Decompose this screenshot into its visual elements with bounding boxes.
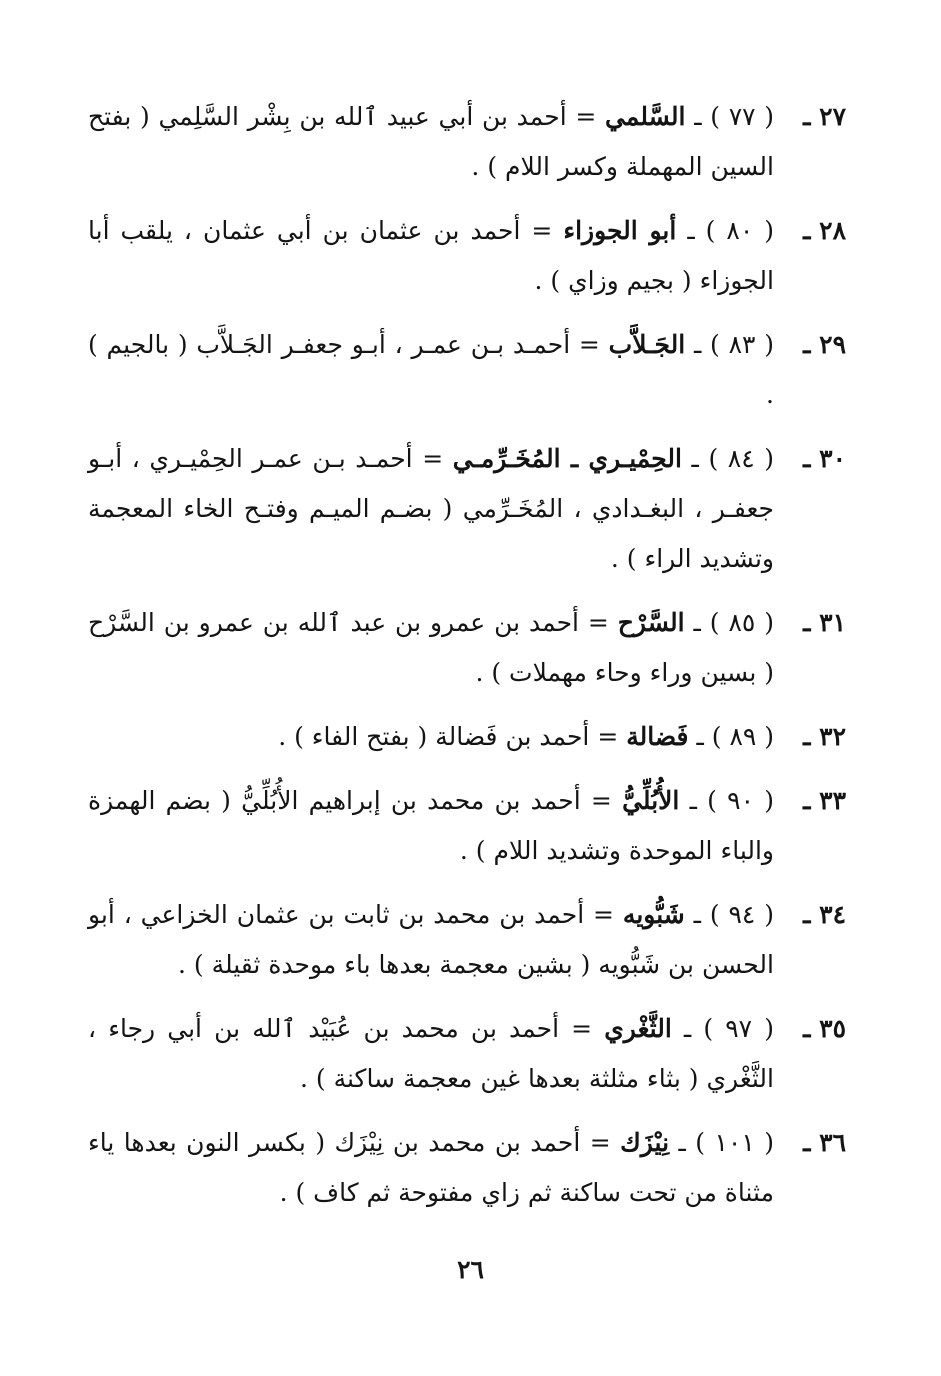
entry-keyword: شَبُّويه (622, 900, 685, 929)
entry-text: = أحمد بن محمد بن ثابت بن عثمان الخزاعي ، أبو الحسن بن شَبُّويه ( بشين معجمة بعدها باء موحدة ثقيلة ) . (88, 900, 774, 979)
entry-keyword: السَّرْح (617, 608, 685, 637)
entry-text: = أحمد بن محمد بن نِيْزَك ( بكسر النون بعدها ياء مثناة من تحت ساكنة ثم زاي مفتوحة ثم كاف ) . (88, 1128, 774, 1207)
entry-28 (88, 206, 846, 306)
entry-ref: ( ٨٣ ) ـ (693, 330, 775, 359)
entry-35 (88, 1004, 846, 1104)
entry-ref: ( ٩٤ ) ـ (693, 900, 774, 929)
entry-ref: ( ١٠١ ) ـ (678, 1128, 774, 1157)
entry-body (88, 92, 776, 192)
entry-ref: ( ٩٧ ) ـ (683, 1014, 774, 1043)
entry-keyword: الحِمْيـري ـ المُخَـرِّمـي (452, 444, 682, 473)
entry-body (88, 776, 776, 876)
entry-text: = أحمـد بـن عمـر ، أبـو جعفـر الجَـلاَّب ( بالجيم ) . (88, 330, 774, 409)
entry-body (88, 206, 776, 306)
entry-36 (88, 1118, 846, 1218)
entry-27 (88, 92, 846, 192)
entry-number: ٣٦ ـ (803, 1128, 846, 1157)
entry-keyword: فَضالة (626, 722, 689, 751)
entry-33 (88, 776, 846, 876)
entry-number: ٢٧ ـ (803, 102, 846, 131)
entry-text: = أحمـد بـن عمـر الحِمْيـري ، أبـو جعفـر ، البغـدادي ، المُخَـرِّمي ( بضـم الميـم وفتـح الخاء المعجمة وتشديد الراء ) . (88, 444, 774, 573)
entry-keyword: السَّلمي (605, 102, 686, 131)
entry-number: ٢٩ ـ (803, 330, 846, 359)
entry-ref: ( ٧٧ ) ـ (694, 102, 775, 131)
entry-number: ٣٣ ـ (803, 786, 846, 815)
entry-keyword: الجَـلاَّب (608, 330, 686, 359)
entry-number: ٣٠ ـ (803, 444, 846, 473)
entry-keyword: الثَّغْري (604, 1014, 672, 1043)
entry-body (88, 434, 776, 584)
entry-number: ٣٥ ـ (803, 1014, 846, 1043)
entry-ref: ( ٨٥ ) ـ (693, 608, 774, 637)
entry-body (88, 1118, 776, 1218)
entry-body (88, 890, 776, 990)
entry-number: ٢٨ ـ (803, 216, 846, 245)
entry-text: = أحمد بن فَضالة ( بفتح الفاء ) . (278, 722, 619, 751)
entry-text: = أحمد بن محمد بن عُبَيْد ٱلله بن أبي رجاء ، الثَّغْري ( بثاء مثلثة بعدها غين معجمة ساكنة ) . (88, 1014, 774, 1093)
entry-body (88, 712, 776, 762)
entry-30 (88, 434, 846, 584)
entry-keyword: نِيْزَك (620, 1128, 670, 1157)
entry-ref: ( ٨٤ ) ـ (691, 444, 774, 473)
page-content (88, 92, 846, 1232)
entry-text: = أحمد بن عثمان بن أبي عثمان ، يلقب أبا الجوزاء ( بجيم وزاي ) . (88, 216, 774, 295)
entry-keyword: الأُبُلِّيُّ (622, 786, 680, 815)
entry-body (88, 320, 776, 420)
entry-keyword: أبو الجوزاء (563, 216, 677, 245)
entry-31 (88, 598, 846, 698)
entry-number: ٣٤ ـ (803, 900, 846, 929)
entry-29 (88, 320, 846, 420)
entry-text: = أحمد بن محمد بن إبراهيم الأُبُلِّيُّ ( بضم الهمزة والباء الموحدة وتشديد اللام ) . (88, 786, 774, 865)
entry-ref: ( ٩٠ ) ـ (689, 786, 774, 815)
entry-text: = أحمد بن عمرو بن عبد ٱلله بن عمرو بن السَّرْح ( بسين وراء وحاء مهملات ) . (88, 608, 774, 687)
entry-text: = أحمد بن أبي عبيد ٱلله بن بِشْر السَّلِمي ( بفتح السين المهملة وكسر اللام ) . (88, 102, 774, 181)
entry-body (88, 1004, 776, 1104)
entry-body (88, 598, 776, 698)
entry-number: ٣٢ ـ (803, 722, 846, 751)
entry-ref: ( ٨٠ ) ـ (687, 216, 774, 245)
entry-34 (88, 890, 846, 990)
entry-32 (88, 712, 846, 762)
page-number: ٢٦ (457, 1255, 484, 1284)
entry-number: ٣١ ـ (803, 608, 846, 637)
entry-ref: ( ٨٩ ) ـ (696, 722, 774, 751)
